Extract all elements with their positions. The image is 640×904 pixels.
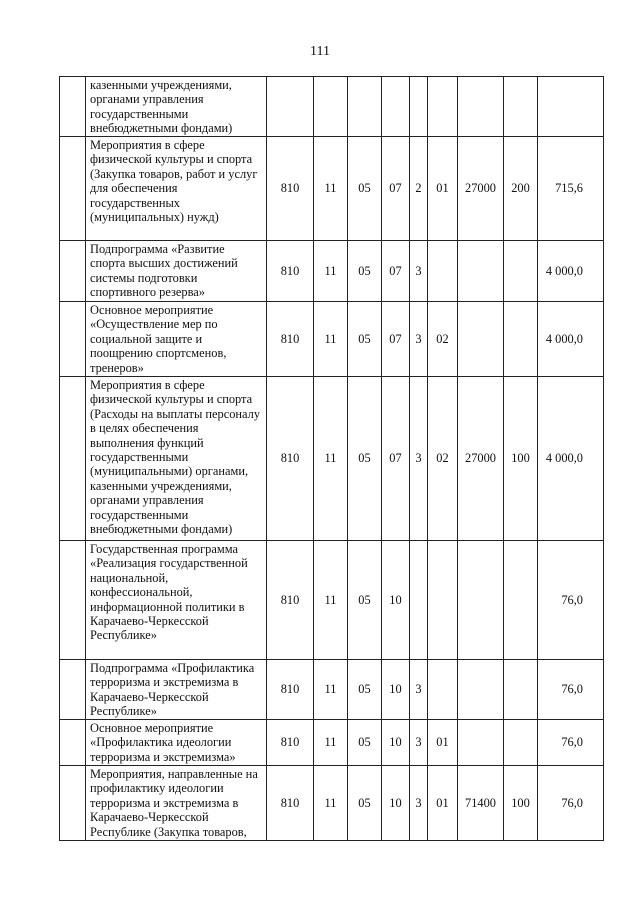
subsection-code: 05 — [348, 720, 382, 766]
table-row — [60, 137, 604, 241]
direction-code — [458, 541, 504, 660]
table-row — [60, 720, 604, 766]
amount: 4 000,0 — [538, 377, 604, 541]
ministry-code: 810 — [267, 377, 314, 541]
ministry-code: 810 — [267, 241, 314, 302]
subprogram-code — [410, 541, 428, 660]
ministry-code: 810 — [267, 766, 314, 841]
program-code: 10 — [382, 660, 410, 720]
expense-type-code — [504, 541, 538, 660]
row-name: Подпрограмма «Профилактика терроризма и экстремизма в Карачаево-Черкесской Республике» — [86, 660, 267, 720]
row-name: Основное мероприятие «Осуществление мер по социальной защите и поощрению спортсменов, тренеров» — [86, 302, 267, 377]
blank-cell — [60, 766, 86, 841]
program-code: 07 — [382, 302, 410, 377]
subsection-code: 05 — [348, 302, 382, 377]
ministry-code: 810 — [267, 660, 314, 720]
event-code: 01 — [428, 766, 458, 841]
table-row — [60, 302, 604, 377]
direction-code: 27000 — [458, 377, 504, 541]
direction-code — [458, 77, 504, 137]
expense-type-code: 100 — [504, 766, 538, 841]
subsection-code: 05 — [348, 541, 382, 660]
direction-code — [458, 660, 504, 720]
row-name: Мероприятия в сфере физической культуры и спорта (Закупка товаров, работ и услуг для обеспечения государственных (муниципальных) нужд) — [86, 137, 267, 241]
direction-code — [458, 720, 504, 766]
amount: 76,0 — [538, 720, 604, 766]
program-code — [382, 77, 410, 137]
row-name: Государственная программа «Реализация государственной национальной, конфессиональной, информационной политики в Карачаево-Черкесской Республике» — [86, 541, 267, 660]
table-row — [60, 241, 604, 302]
table-row — [60, 766, 604, 841]
row-name: Основное мероприятие «Профилактика идеологии терроризма и экстремизма» — [86, 720, 267, 766]
subprogram-code: 3 — [410, 720, 428, 766]
event-code — [428, 541, 458, 660]
page-number: 111 — [310, 44, 330, 59]
program-code: 10 — [382, 541, 410, 660]
subprogram-code: 3 — [410, 377, 428, 541]
subsection-code — [348, 77, 382, 137]
table-row — [60, 77, 604, 137]
program-code: 07 — [382, 137, 410, 241]
event-code — [428, 660, 458, 720]
ministry-code — [267, 77, 314, 137]
program-code: 10 — [382, 720, 410, 766]
event-code — [428, 241, 458, 302]
section-code: 11 — [314, 660, 348, 720]
subsection-code: 05 — [348, 377, 382, 541]
row-name: Мероприятия в сфере физической культуры и спорта (Расходы на выплаты персоналу в целях обеспечения выполнения функций государственными (муниципальными) органами, казенными учреждениями, органами управления государственными внебюджетными фондами) — [86, 377, 267, 541]
section-code: 11 — [314, 541, 348, 660]
budget-table — [59, 76, 604, 841]
blank-cell — [60, 541, 86, 660]
amount: 76,0 — [538, 766, 604, 841]
table-row — [60, 377, 604, 541]
row-name: Подпрограмма «Развитие спорта высших достижений системы подготовки спортивного резерва» — [86, 241, 267, 302]
ministry-code: 810 — [267, 302, 314, 377]
amount — [538, 77, 604, 137]
expense-type-code: 200 — [504, 137, 538, 241]
subprogram-code — [410, 77, 428, 137]
ministry-code: 810 — [267, 137, 314, 241]
direction-code — [458, 302, 504, 377]
table-row — [60, 541, 604, 660]
expense-type-code — [504, 77, 538, 137]
blank-cell — [60, 77, 86, 137]
subprogram-code: 3 — [410, 766, 428, 841]
blank-cell — [60, 660, 86, 720]
direction-code — [458, 241, 504, 302]
expense-type-code — [504, 720, 538, 766]
event-code — [428, 77, 458, 137]
amount: 4 000,0 — [538, 302, 604, 377]
event-code: 01 — [428, 720, 458, 766]
section-code: 11 — [314, 137, 348, 241]
blank-cell — [60, 302, 86, 377]
program-code: 07 — [382, 241, 410, 302]
direction-code: 27000 — [458, 137, 504, 241]
table-row — [60, 660, 604, 720]
expense-type-code — [504, 241, 538, 302]
subsection-code: 05 — [348, 660, 382, 720]
amount: 715,6 — [538, 137, 604, 241]
ministry-code: 810 — [267, 720, 314, 766]
subprogram-code: 3 — [410, 241, 428, 302]
section-code — [314, 77, 348, 137]
blank-cell — [60, 720, 86, 766]
row-name: Мероприятия, направленные на профилактику идеологии терроризма и экстремизма в Карачаево-Черкесской Республике (Закупка товаров, — [86, 766, 267, 841]
expense-type-code — [504, 302, 538, 377]
row-name: казенными учреждениями, органами управления государственными внебюджетными фондами) — [86, 77, 267, 137]
section-code: 11 — [314, 766, 348, 841]
subprogram-code: 3 — [410, 660, 428, 720]
subsection-code: 05 — [348, 137, 382, 241]
amount: 4 000,0 — [538, 241, 604, 302]
subsection-code: 05 — [348, 241, 382, 302]
blank-cell — [60, 377, 86, 541]
amount: 76,0 — [538, 541, 604, 660]
blank-cell — [60, 137, 86, 241]
event-code: 01 — [428, 137, 458, 241]
section-code: 11 — [314, 241, 348, 302]
blank-cell — [60, 241, 86, 302]
expense-type-code — [504, 660, 538, 720]
amount: 76,0 — [538, 660, 604, 720]
ministry-code: 810 — [267, 541, 314, 660]
subsection-code: 05 — [348, 766, 382, 841]
expense-type-code: 100 — [504, 377, 538, 541]
program-code: 07 — [382, 377, 410, 541]
section-code: 11 — [314, 720, 348, 766]
subprogram-code: 3 — [410, 302, 428, 377]
program-code: 10 — [382, 766, 410, 841]
event-code: 02 — [428, 377, 458, 541]
section-code: 11 — [314, 377, 348, 541]
event-code: 02 — [428, 302, 458, 377]
direction-code: 71400 — [458, 766, 504, 841]
subprogram-code: 2 — [410, 137, 428, 241]
section-code: 11 — [314, 302, 348, 377]
